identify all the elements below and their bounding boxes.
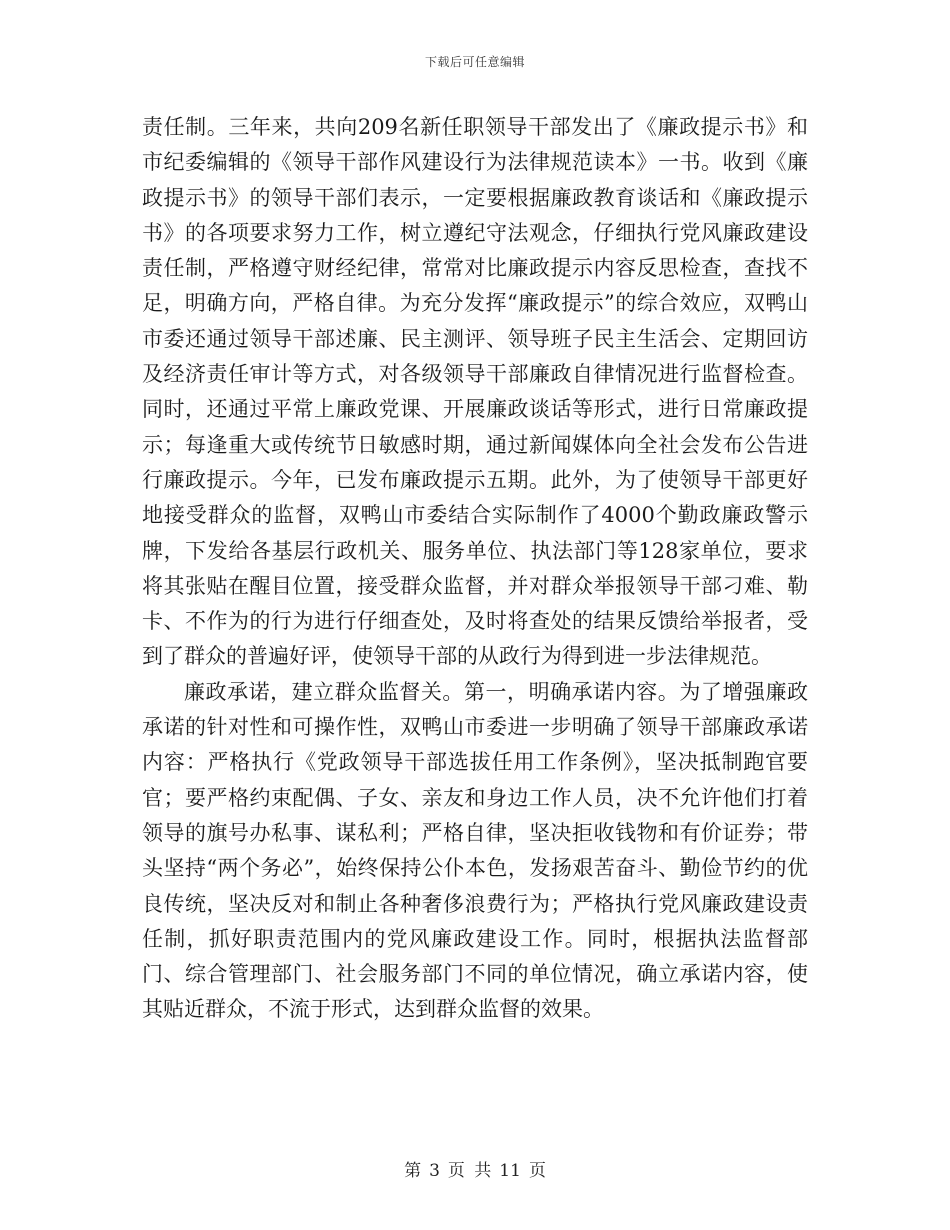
footer-prefix: 第 xyxy=(404,1161,422,1181)
footer-total-pages: 11 xyxy=(499,1161,521,1181)
document-body xyxy=(142,110,808,1028)
paragraph-1: 责任制。三年来，共向209名新任职领导干部发出了《廉政提示书》和市纪委编辑的《领导干部作风建设行为法律规范读本》一书。收到《廉政提示书》的领导干部们表示，一定要根据廉政教育谈话和《廉政提示书》的各项要求努力工作，树立遵纪守法观念，仔细执行党风廉政建设责任制，严格遵守财经纪律，常常对比廉政提示内容反思检查，查找不足，明确方向，严格自律。为充分发挥“廉政提示”的综合效应，双鸭山市委还通过领导干部述廉、民主测评、领导班子民主生活会、定期回访及经济责任审计等方式，对各级领导干部廉政自律情况进行监督检查。同时，还通过平常上廉政党课、开展廉政谈话等形式，进行日常廉政提示；每逢重大或传统节日敏感时期，通过新闻媒体向全社会发布公告进行廉政提示。今年，已发布廉政提示五期。此外，为了使领导干部更好地接受群众的监督，双鸭山市委结合实际制作了4000个勤政廉政警示牌，下发给各基层行政机关、服务单位、执法部门等128家单位，要求将其张贴在醒目位置，接受群众监督，并对群众举报领导干部刁难、勒卡、不作为的行为进行仔细查处，及时将查处的结果反馈给举报者，受到了群众的普遍好评，使领导干部的从政行为得到进一步法律规范。 xyxy=(142,115,808,669)
page-footer xyxy=(0,1156,950,1181)
footer-page-number: 3 xyxy=(429,1161,440,1181)
footer-middle: 页 共 xyxy=(447,1161,492,1181)
footer-suffix: 页 xyxy=(528,1161,546,1181)
paragraph-2: 廉政承诺，建立群众监督关。第一，明确承诺内容。为了增强廉政承诺的针对性和可操作性，双鸭山市委进一步明确了领导干部廉政承诺内容：严格执行《党政领导干部选拔任用工作条例》，坚决抵制跑官要官；要严格约束配偶、子女、亲友和身边工作人员，决不允许他们打着领导的旗号办私事、谋私利；严格自律，坚决拒收钱物和有价证券；带头坚持“两个务必”，始终保持公仆本色，发扬艰苦奋斗、勤俭节约的优良传统，坚决反对和制止各种奢侈浪费行为；严格执行党风廉政建设责任制，抓好职责范围内的党风廉政建设工作。同时，根据执法监督部门、综合管理部门、社会服务部门不同的单位情况，确立承诺内容，使其贴近群众，不流于形式，达到群众监督的效果。 xyxy=(142,679,808,1022)
page-header: 下载后可任意编辑 xyxy=(424,55,525,69)
